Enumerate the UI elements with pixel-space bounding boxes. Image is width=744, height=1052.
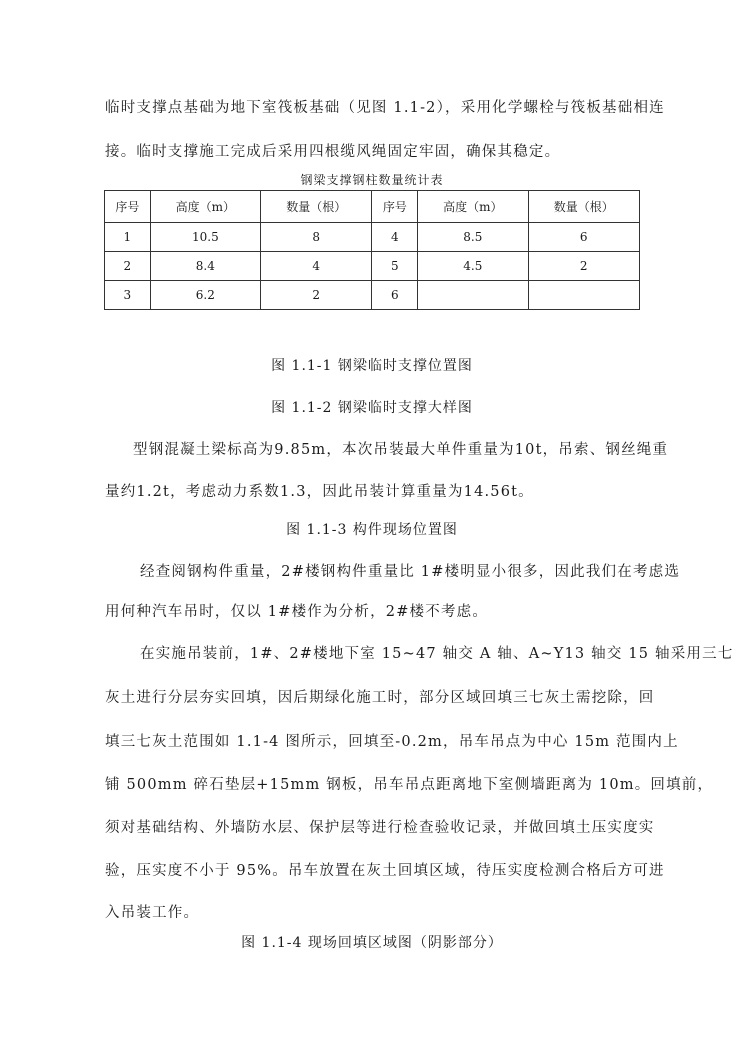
table-cell: 4.5 xyxy=(418,252,528,281)
table-row xyxy=(105,223,640,252)
figure-caption-2: 图 1.1-2 钢梁临时支撑大样图 xyxy=(271,400,473,416)
table-cell: 4 xyxy=(261,252,372,281)
text-line: 验，压实度不小于 95%。吊车放置在灰土回填区域，待压实度检测合格后方可进 xyxy=(105,863,665,879)
text-line: 临时支撑点基础为地下室筏板基础（见图 1.1-2），采用化学螺栓与筏板基础相连 xyxy=(105,100,665,116)
figure-caption-4: 图 1.1-4 现场回填区域图（阴影部分） xyxy=(241,935,503,951)
table-cell: 8 xyxy=(261,223,372,252)
header-cell: 数量（根） xyxy=(528,191,640,223)
table-cell: 8.4 xyxy=(150,252,260,281)
text-line: 须对基础结构、外墙防水层、保护层等进行检查验收记录，并做回填土压实度实 xyxy=(105,820,655,836)
header-cell: 序号 xyxy=(105,191,151,223)
header-cell: 高度（m） xyxy=(150,191,260,223)
table-cell: 6.2 xyxy=(150,281,260,310)
table-cell: 3 xyxy=(105,281,151,310)
table-cell: 10.5 xyxy=(150,223,260,252)
text-line: 入吊装工作。 xyxy=(105,905,200,921)
header-cell: 序号 xyxy=(372,191,418,223)
table-cell: 2 xyxy=(105,252,151,281)
table-cell: 2 xyxy=(528,252,640,281)
text-line: 在实施吊装前，1#、2#楼地下室 15~47 轴交 A 轴、A~Y13 轴交 15 轴采用三七 xyxy=(140,646,734,662)
header-cell: 高度（m） xyxy=(418,191,528,223)
figure-caption-3: 图 1.1-3 构件现场位置图 xyxy=(286,522,458,538)
table-cell xyxy=(418,281,528,310)
text-line: 接。临时支撑施工完成后采用四根缆风绳固定牢固，确保其稳定。 xyxy=(105,144,561,160)
text-line: 用何种汽车吊时，仅以 1#楼作为分析，2#楼不考虑。 xyxy=(105,604,489,620)
text-line: 灰土进行分层夯实回填，因后期绿化施工时，部分区域回填三七灰土需挖除，回 xyxy=(105,690,655,706)
text-line: 经查阅钢构件重量，2#楼钢构件重量比 1#楼明显小很多，因此我们在考虑选 xyxy=(140,564,681,580)
header-cell: 数量（根） xyxy=(261,191,372,223)
figure-caption-1: 图 1.1-1 钢梁临时支撑位置图 xyxy=(271,358,473,374)
table-cell: 5 xyxy=(372,252,418,281)
table-cell: 4 xyxy=(372,223,418,252)
table-cell: 1 xyxy=(105,223,151,252)
table-caption: 钢梁支撑钢柱数量统计表 xyxy=(300,173,444,187)
text-line: 量约1.2t，考虑动力系数1.3，因此吊装计算重量为14.56t。 xyxy=(105,484,534,500)
text-line: 填三七灰土范围如 1.1-4 图所示，回填至-0.2m，吊车吊点为中心 15m 范围内上 xyxy=(105,734,679,750)
table-cell: 6 xyxy=(372,281,418,310)
table-cell: 2 xyxy=(261,281,372,310)
text-line: 型钢混凝土梁标高为9.85m，本次吊装最大单件重量为10t，吊索、钢丝绳重 xyxy=(133,442,669,458)
steel-column-table xyxy=(104,190,640,310)
text-line: 铺 500mm 碎石垫层+15mm 钢板，吊车吊点距离地下室侧墙距离为 10m。回填前， xyxy=(105,777,714,793)
table-cell: 8.5 xyxy=(418,223,528,252)
table-cell xyxy=(528,281,640,310)
table-row xyxy=(105,252,640,281)
table-cell: 6 xyxy=(528,223,640,252)
table-row xyxy=(105,281,640,310)
table-header-row xyxy=(105,191,640,223)
